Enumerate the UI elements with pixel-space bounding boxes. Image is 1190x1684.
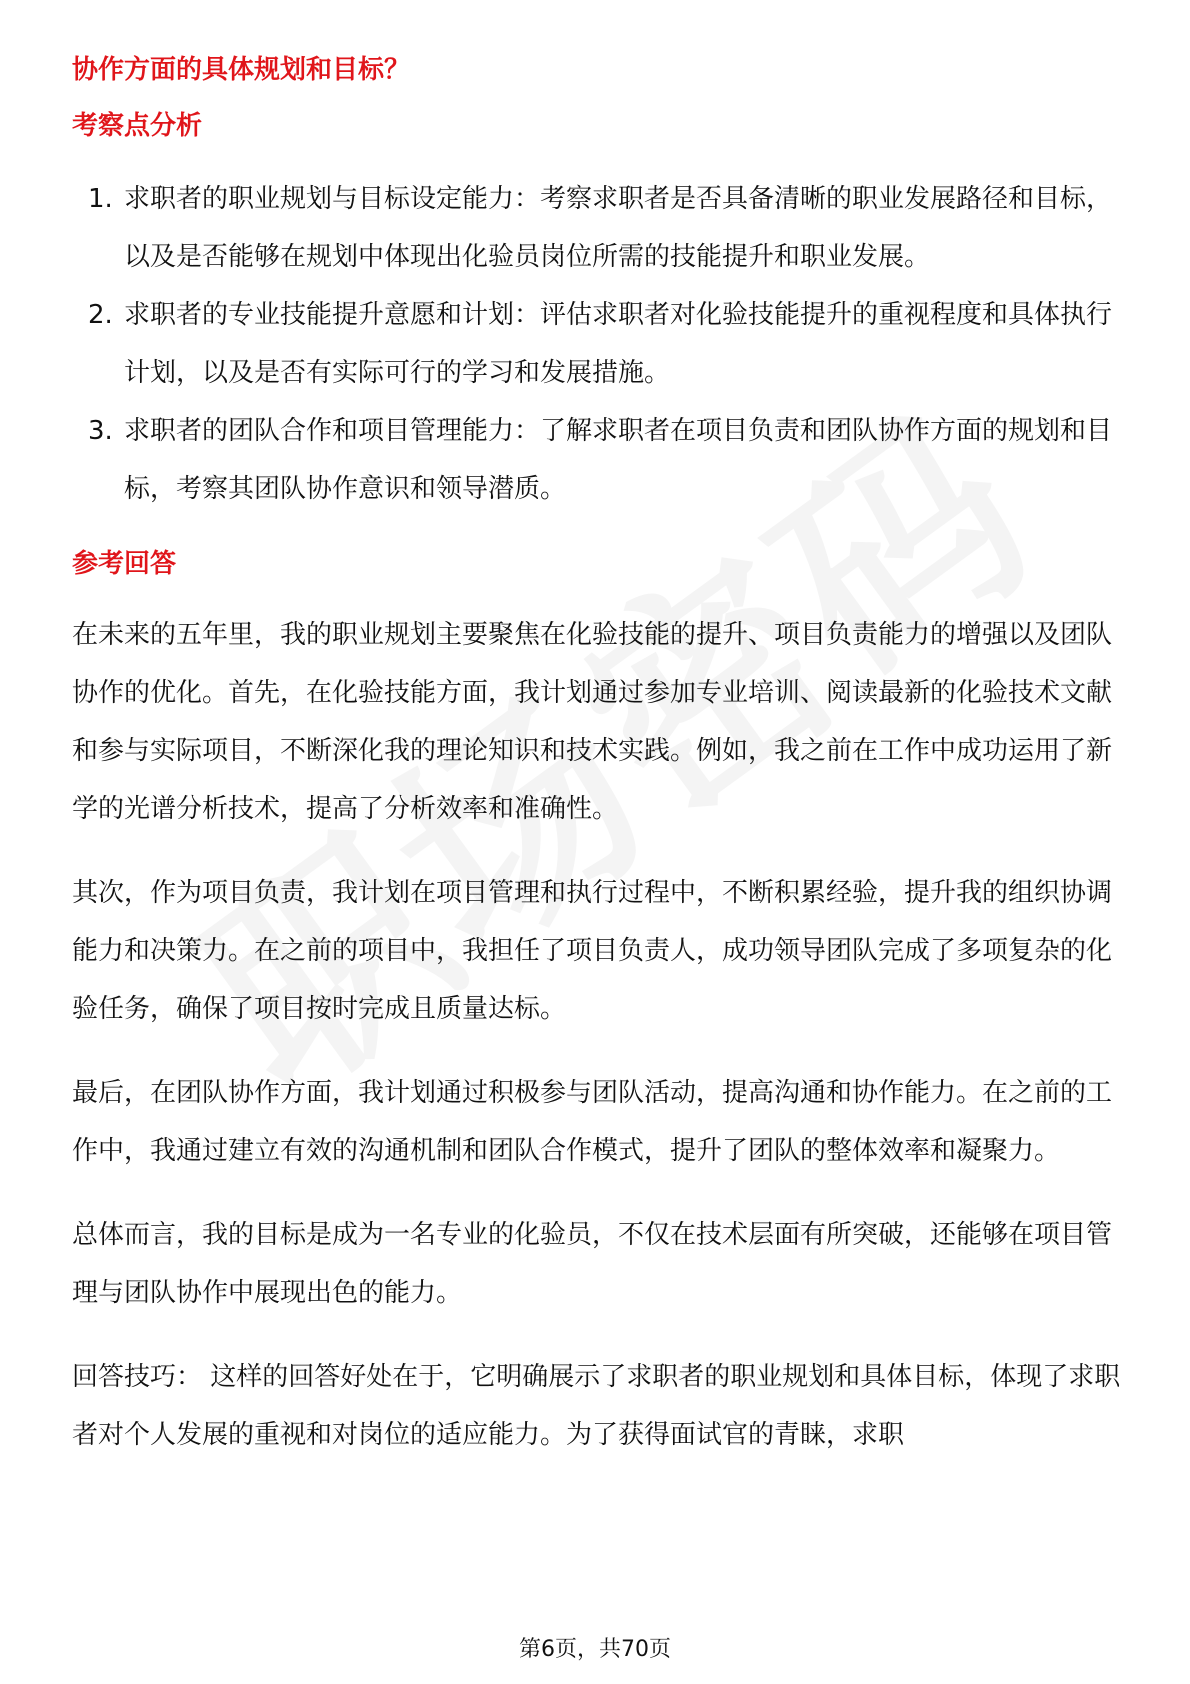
answer-paragraph: 总体而言，我的目标是成为一名专业的化验员，不仅在技术层面有所突破，还能够在项目管理与团队协作中展现出色的能力。: [72, 1220, 1113, 1308]
answer-heading: 参考回答: [72, 549, 177, 579]
analysis-heading: 考察点分析: [72, 111, 203, 141]
analysis-list: [72, 170, 1122, 518]
list-item: [72, 402, 1122, 518]
page-number: 第6页，共70页: [519, 1637, 671, 1662]
answer-paragraph: 最后，在团队协作方面，我计划通过积极参与团队活动，提高沟通和协作能力。在之前的工作中，我通过建立有效的沟通机制和团队合作模式，提升了团队的整体效率和凝聚力。: [72, 1078, 1113, 1166]
list-item-number: 1.: [88, 184, 113, 214]
list-item-text: 求职者的专业技能提升意愿和计划：评估求职者对化验技能提升的重视程度和具体执行计划，以及是否有实际可行的学习和发展措施。: [124, 300, 1113, 388]
list-item-number: 2.: [88, 300, 113, 330]
list-item-text: 求职者的团队合作和项目管理能力：了解求职者在项目负责和团队协作方面的规划和目标，考察其团队协作意识和领导潜质。: [124, 416, 1113, 504]
question-title: 协作方面的具体规划和目标？: [72, 55, 411, 85]
list-item-number: 3.: [88, 416, 113, 446]
document-body: [72, 44, 1122, 1464]
list-item-text: 求职者的职业规划与目标设定能力：考察求职者是否具备清晰的职业发展路径和目标，以及是否能够在规划中体现出化验员岗位所需的技能提升和职业发展。: [124, 184, 1113, 272]
answer-paragraph: 其次，作为项目负责，我计划在项目管理和执行过程中，不断积累经验，提升我的组织协调能力和决策力。在之前的项目中，我担任了项目负责人，成功领导团队完成了多项复杂的化验任务，确保了项目按时完成且质量达标。: [72, 878, 1113, 1024]
answer-paragraph: 在未来的五年里，我的职业规划主要聚焦在化验技能的提升、项目负责能力的增强以及团队协作的优化。首先，在化验技能方面，我计划通过参加专业培训、阅读最新的化验技术文献和参与实际项目，不断深化我的理论知识和技术实践。例如，我之前在工作中成功运用了新学的光谱分析技术，提高了分析效率和准确性。: [72, 620, 1113, 824]
list-item: [72, 286, 1122, 402]
answer-tips-paragraph: 回答技巧： 这样的回答好处在于，它明确展示了求职者的职业规划和具体目标，体现了求职者对个人发展的重视和对岗位的适应能力。为了获得面试官的青睐，求职: [72, 1362, 1121, 1450]
list-item: [72, 170, 1122, 286]
